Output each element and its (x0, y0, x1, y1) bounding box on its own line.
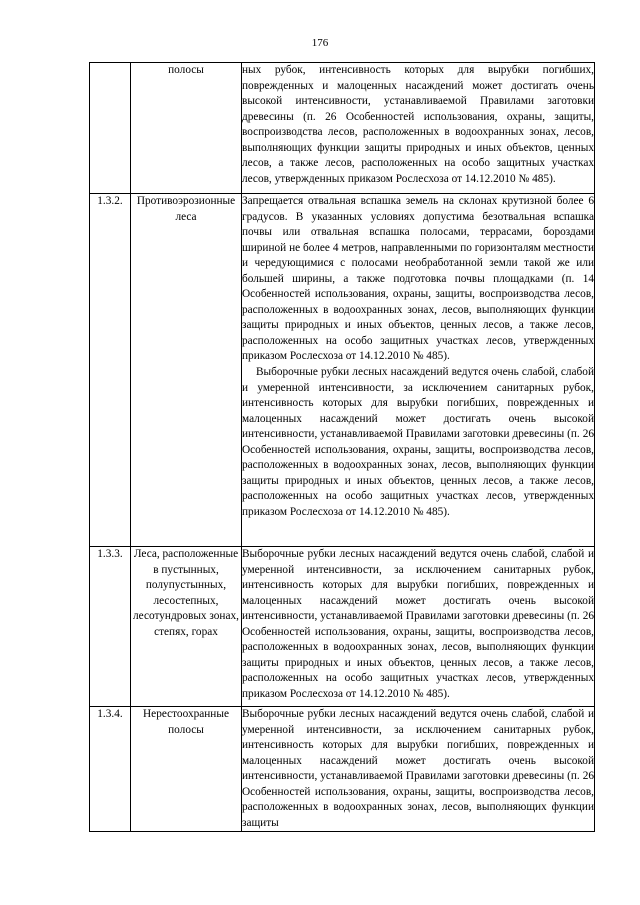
forest-category-name: Противоэрозионные леса (131, 194, 242, 547)
table-row (90, 63, 595, 194)
row-number: 1.3.2. (90, 194, 131, 547)
regulation-paragraph: ных рубок, интенсивность которых для вырубки погибших, поврежденных и малоценных насаждений может достигать очень высокой интенсивности, устанавливаемой Правилами заготовки древесины (п. 26 Особенностей использования, охраны, защиты, воспроизводства лесов, расположенных в водоохранных зонах, лесов, выполняющих функции защиты природных и иных объектов, ценных лесов, а также лесов, расположенных на особо защитных участках лесов, утвержденных приказом Рослесхоза от 14.12.2010 № 485). (242, 64, 594, 185)
regulation-paragraph: Запрещается отвальная вспашка земель на склонах крутизной более 6 градусов. В указанных условиях допустима безотвальная вспашка почвы или отвальная вспашка полосами, террасами, бороздами шириной не более 4 метров, направленными по горизонталям местности и чередующимися с полосами необработанной земли такой же или большей ширины, а также подготовка почвы площадками (п. 14 Особенностей использования, охраны, защиты, воспроизводства лесов, расположенных в водоохранных зонах, лесов, выполняющих функции защиты природных и иных объектов, ценных лесов, а также лесов, расположенных на особо защитных участках лесов, утвержденных приказом Рослесхоза от 14.12.2010 № 485). (242, 195, 594, 363)
table-row (90, 707, 595, 832)
regulation-paragraph: Выборочные рубки лесных насаждений ведутся очень слабой, слабой и умеренной интенсивности, за исключением санитарных рубок, интенсивность которых для вырубки погибших, поврежденных и малоценных насаждений может достигать очень высокой интенсивности, устанавливаемой Правилами заготовки древесины (п. 26 Особенностей использования, охраны, защиты, воспроизводства лесов, расположенных в водоохранных зонах, лесов, выполняющих функции защиты природных и иных объектов, ценных лесов, а также лесов, расположенных на особо защитных участках лесов, утвержденных приказом Рослесхоза от 14.12.2010 № 485). (242, 548, 594, 700)
regulation-text (242, 63, 595, 194)
regulation-text (242, 707, 595, 832)
forest-category-name: Нерестоохранные полосы (131, 707, 242, 832)
row-number (90, 63, 131, 194)
table-row (90, 547, 595, 707)
row-number: 1.3.4. (90, 707, 131, 832)
page-number: 176 (311, 37, 329, 49)
regulation-text (242, 194, 595, 547)
forest-regulations-table (89, 62, 595, 832)
regulation-paragraph: Выборочные рубки лесных насаждений ведутся очень слабой, слабой и умеренной интенсивности, за исключением санитарных рубок, интенсивность которых для вырубки погибших, поврежденных и малоценных насаждений может достигать очень высокой интенсивности, устанавливаемой Правилами заготовки древесины (п. 26 Особенностей использования, охраны, защиты, воспроизводства лесов, расположенных в водоохранных зонах, лесов, выполняющих функции защиты (242, 708, 594, 829)
table-row (90, 194, 595, 547)
forest-category-name: Леса, расположенные в пустынных, полупустынных, лесостепных, лесотундровых зонах, степях, горах (131, 547, 242, 707)
regulation-paragraph: Выборочные рубки лесных насаждений ведутся очень слабой, слабой и умеренной интенсивности, за исключением санитарных рубок, интенсивность которых для вырубки погибших, поврежденных и малоценных насаждений может достигать очень высокой интенсивности, устанавливаемой Правилами заготовки древесины (п. 26 Особенностей использования, охраны, защиты, воспроизводства лесов, расположенных в водоохранных зонах, лесов, выполняющих функции защиты природных и иных объектов, ценных лесов, а также лесов, расположенных на особо защитных участках лесов, утвержденных приказом Рослесхоза от 14.12.2010 № 485). (242, 366, 594, 518)
forest-category-name: полосы (131, 63, 242, 194)
row-number: 1.3.3. (90, 547, 131, 707)
regulation-text (242, 547, 595, 707)
